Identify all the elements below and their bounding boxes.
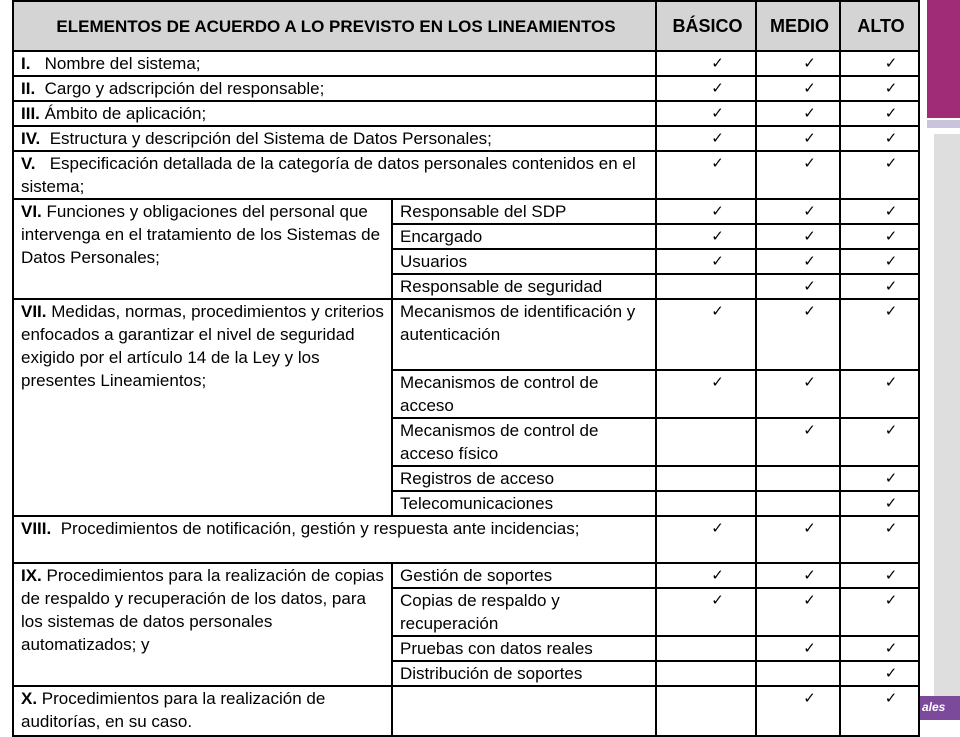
sub-item: Registros de acceso [392, 466, 656, 491]
check-icon: ✓ [884, 470, 898, 487]
check-icon: ✓ [803, 567, 816, 584]
table-row [13, 563, 919, 588]
header-alto: ALTO [840, 1, 919, 51]
check-medio [756, 588, 840, 636]
check-alto [840, 299, 919, 370]
row-label [13, 563, 392, 686]
table-row [13, 151, 919, 199]
check-icon: ✓ [711, 80, 724, 97]
decorative-accent-bar [927, 0, 960, 118]
row-label [13, 101, 656, 126]
check-alto [840, 661, 919, 686]
check-basico [656, 126, 756, 151]
check-basico [656, 151, 756, 199]
row-number: VIII. [21, 519, 52, 538]
check-medio [756, 224, 840, 249]
check-alto [840, 249, 919, 274]
row-label [13, 126, 656, 151]
check-icon: ✓ [884, 105, 898, 122]
check-icon: ✓ [884, 374, 898, 391]
header-basico: BÁSICO [656, 1, 756, 51]
check-icon: ✓ [884, 640, 898, 657]
check-alto [840, 418, 919, 466]
check-medio [756, 199, 840, 224]
row-text: Medidas, normas, procedimientos y criterios enfocados a garantizar el nivel de seguridad exigido por el artículo 14 de la Ley y los presentes Lineamientos; [21, 302, 384, 390]
sub-item: Usuarios [392, 249, 656, 274]
check-medio [756, 636, 840, 661]
check-alto [840, 51, 919, 76]
check-alto [840, 126, 919, 151]
row-text: Especificación detallada de la categoría de datos personales contenidos en el sistema; [21, 154, 636, 196]
decorative-band [927, 120, 960, 128]
check-alto [840, 516, 919, 563]
check-icon: ✓ [803, 520, 816, 537]
check-icon: ✓ [803, 155, 816, 172]
check-icon: ✓ [884, 278, 898, 295]
sub-item: Mecanismos de identificación y autenticación [392, 299, 656, 370]
check-icon: ✓ [884, 55, 898, 72]
check-alto [840, 199, 919, 224]
check-icon: ✓ [884, 520, 898, 537]
check-icon: ✓ [803, 203, 816, 220]
table-row [13, 299, 919, 370]
check-alto [840, 76, 919, 101]
check-basico [656, 466, 756, 491]
check-alto [840, 491, 919, 516]
check-icon: ✓ [884, 592, 898, 609]
check-icon: ✓ [884, 422, 898, 439]
check-basico [656, 370, 756, 418]
check-alto [840, 563, 919, 588]
requirements-table [12, 0, 920, 737]
row-number: V. [21, 154, 36, 173]
check-medio [756, 101, 840, 126]
check-icon: ✓ [803, 640, 816, 657]
check-basico [656, 516, 756, 563]
row-label [13, 686, 392, 736]
check-icon: ✓ [711, 228, 724, 245]
sub-item-empty [392, 686, 656, 736]
check-alto [840, 151, 919, 199]
sub-item: Responsable del SDP [392, 199, 656, 224]
check-icon: ✓ [803, 130, 816, 147]
check-icon: ✓ [711, 303, 724, 320]
table-row [13, 51, 919, 76]
table-row [13, 126, 919, 151]
check-medio [756, 686, 840, 736]
check-icon: ✓ [711, 520, 724, 537]
check-basico [656, 491, 756, 516]
check-icon: ✓ [803, 422, 816, 439]
check-alto [840, 370, 919, 418]
check-icon: ✓ [711, 105, 724, 122]
check-medio [756, 76, 840, 101]
check-medio [756, 151, 840, 199]
table-row [13, 686, 919, 736]
row-text: Cargo y adscripción del responsable; [44, 79, 325, 98]
check-icon: ✓ [711, 130, 724, 147]
check-alto [840, 636, 919, 661]
check-alto [840, 101, 919, 126]
table-row [13, 76, 919, 101]
check-icon: ✓ [884, 303, 898, 320]
check-medio [756, 516, 840, 563]
check-medio [756, 418, 840, 466]
check-icon: ✓ [803, 80, 816, 97]
check-icon: ✓ [803, 303, 816, 320]
check-icon: ✓ [884, 155, 898, 172]
sub-item: Distribución de soportes [392, 661, 656, 686]
check-icon: ✓ [884, 80, 898, 97]
check-medio [756, 491, 840, 516]
sub-item: Responsable de seguridad [392, 274, 656, 299]
sub-item: Encargado [392, 224, 656, 249]
check-basico [656, 249, 756, 274]
check-icon: ✓ [711, 253, 724, 270]
row-text: Nombre del sistema; [44, 54, 201, 73]
row-label [13, 516, 656, 563]
check-icon: ✓ [711, 567, 724, 584]
row-number: X. [21, 689, 38, 708]
row-label [13, 51, 656, 76]
row-text: Funciones y obligaciones del personal que intervenga en el tratamiento de los Sistemas de Datos Personales; [21, 202, 381, 267]
row-number: I. [21, 54, 31, 73]
row-label [13, 151, 656, 199]
check-medio [756, 126, 840, 151]
sub-item: Telecomunicaciones [392, 491, 656, 516]
header-title: ELEMENTOS DE ACUERDO A LO PREVISTO EN LOS LINEAMIENTOS [13, 1, 656, 51]
check-icon: ✓ [711, 374, 724, 391]
check-icon: ✓ [803, 105, 816, 122]
row-number: IX. [21, 566, 42, 585]
check-basico [656, 199, 756, 224]
decorative-panel [934, 134, 960, 696]
check-alto [840, 224, 919, 249]
row-text: Procedimientos para la realización de auditorías, en su caso. [21, 689, 326, 731]
check-basico [656, 661, 756, 686]
row-number: VII. [21, 302, 47, 321]
sub-item: Copias de respaldo y recuperación [392, 588, 656, 636]
check-basico [656, 418, 756, 466]
check-medio [756, 51, 840, 76]
row-number: IV. [21, 129, 41, 148]
check-icon: ✓ [884, 130, 898, 147]
check-medio [756, 274, 840, 299]
check-icon: ✓ [803, 55, 816, 72]
row-number: VI. [21, 202, 42, 221]
table-row [13, 101, 919, 126]
check-medio [756, 299, 840, 370]
row-number: II. [21, 79, 36, 98]
header-row [13, 1, 919, 51]
row-text: Ámbito de aplicación; [44, 104, 207, 123]
check-basico [656, 101, 756, 126]
check-medio [756, 249, 840, 274]
table-row [13, 516, 919, 563]
row-text: Procedimientos para la realización de copias de respaldo y recuperación de los datos, para los sistemas de datos personales automatizados; y [21, 566, 384, 654]
footer-text: ales [922, 700, 946, 714]
check-icon: ✓ [803, 253, 816, 270]
row-label [13, 76, 656, 101]
row-label [13, 299, 392, 516]
check-basico [656, 588, 756, 636]
sub-item: Mecanismos de control de acceso físico [392, 418, 656, 466]
check-icon: ✓ [803, 228, 816, 245]
check-icon: ✓ [711, 203, 724, 220]
check-medio [756, 370, 840, 418]
table-row [13, 199, 919, 224]
check-icon: ✓ [803, 374, 816, 391]
check-icon: ✓ [884, 228, 898, 245]
check-basico [656, 224, 756, 249]
row-number: III. [21, 104, 40, 123]
check-basico [656, 299, 756, 370]
check-basico [656, 76, 756, 101]
check-medio [756, 661, 840, 686]
check-icon: ✓ [884, 665, 898, 682]
check-basico [656, 563, 756, 588]
check-alto [840, 274, 919, 299]
check-alto [840, 466, 919, 491]
check-icon: ✓ [803, 592, 816, 609]
check-medio [756, 563, 840, 588]
sub-item: Pruebas con datos reales [392, 636, 656, 661]
check-icon: ✓ [711, 55, 724, 72]
check-basico [656, 274, 756, 299]
check-icon: ✓ [711, 155, 724, 172]
check-icon: ✓ [884, 690, 898, 707]
check-icon: ✓ [803, 690, 816, 707]
check-basico [656, 686, 756, 736]
check-icon: ✓ [711, 592, 724, 609]
check-basico [656, 636, 756, 661]
check-icon: ✓ [884, 567, 898, 584]
row-text: Estructura y descripción del Sistema de Datos Personales; [49, 129, 492, 148]
check-basico [656, 51, 756, 76]
row-text: Procedimientos de notificación, gestión y respuesta ante incidencias; [60, 519, 580, 538]
header-medio: MEDIO [756, 1, 840, 51]
sub-item: Mecanismos de control de acceso [392, 370, 656, 418]
check-icon: ✓ [803, 278, 816, 295]
check-icon: ✓ [884, 203, 898, 220]
check-icon: ✓ [884, 495, 898, 512]
sub-item: Gestión de soportes [392, 563, 656, 588]
check-icon: ✓ [884, 253, 898, 270]
check-alto [840, 686, 919, 736]
check-medio [756, 466, 840, 491]
row-label [13, 199, 392, 299]
check-alto [840, 588, 919, 636]
